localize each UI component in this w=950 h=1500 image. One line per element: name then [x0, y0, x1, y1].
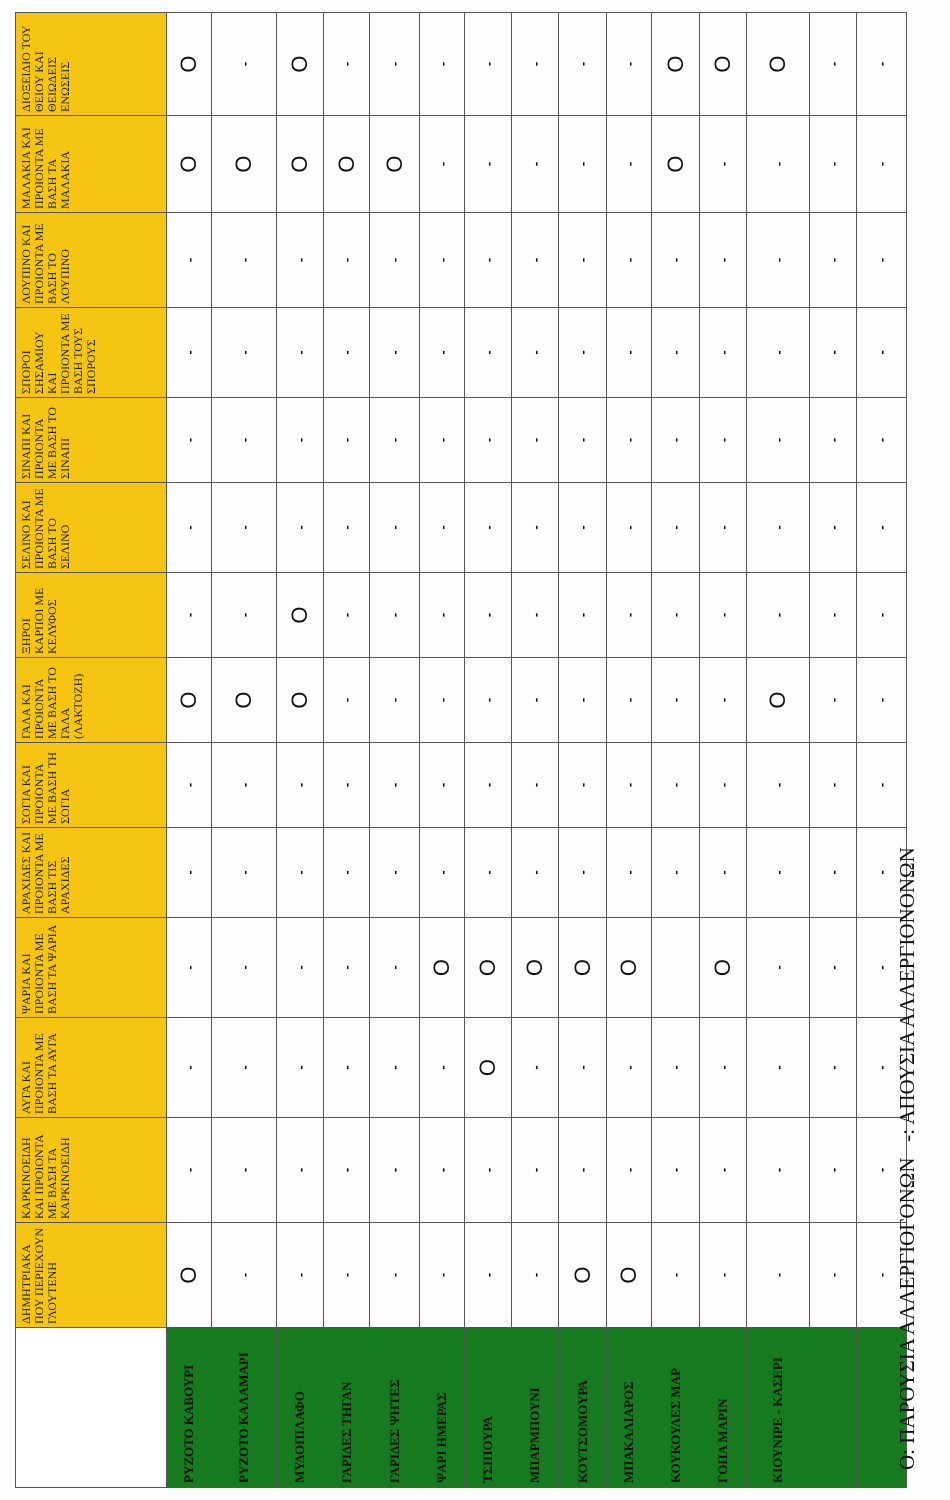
allergen-present-mark: O: [465, 918, 512, 1018]
allergen-absent-mark: -: [370, 13, 420, 116]
allergen-header: ΛΟΥΠΙΝΟ ΚΑΙ ΠΡΟΙΟΝΤΑ ΜΕ ΒΑΣΗ ΤΟ ΛΟΥΠΙΝΟ: [16, 213, 167, 308]
allergen-absent-mark: -: [512, 658, 559, 743]
allergen-absent-mark: -: [810, 743, 857, 828]
allergen-absent-mark: -: [370, 398, 420, 483]
allergen-absent-mark: -: [810, 828, 857, 918]
allergen-absent-mark: -: [420, 13, 465, 116]
allergen-absent-mark: -: [167, 213, 212, 308]
allergen-absent-mark: -: [857, 918, 907, 1018]
dish-name: ΡΥΖΟΤΟ ΚΑΒΟΥΡΙ: [167, 1328, 212, 1488]
allergen-absent-mark: -: [857, 116, 907, 213]
allergen-absent-mark: -: [167, 573, 212, 658]
allergen-absent-mark: -: [559, 743, 607, 828]
allergen-absent-mark: -: [324, 398, 370, 483]
allergen-absent-mark: -: [700, 828, 747, 918]
allergen-absent-mark: -: [370, 1223, 420, 1328]
allergen-present-mark: O: [420, 918, 465, 1018]
allergen-absent-mark: -: [700, 116, 747, 213]
allergen-absent-mark: -: [167, 828, 212, 918]
allergen-absent-mark: -: [277, 1018, 324, 1118]
allergen-absent-mark: -: [747, 1223, 810, 1328]
allergen-header: ΔΗΜΗΤΡΙΑΚΑ ΠΟΥ ΠΕΡΙΕΧΟΥΝ ΓΛΟΥΤΕΝΗ: [16, 1223, 167, 1328]
allergen-header: ΑΡΑΧΙΔΕΣ ΚΑΙ ΠΡΟΙΟΝΤΑ ΜΕ ΒΑΣΗ ΤΙΣ ΑΡΑΧΙΔΕΣ: [16, 828, 167, 918]
allergen-absent-mark: -: [465, 743, 512, 828]
empty-cell: [652, 918, 700, 1018]
dish-name: ΓΑΡΙΔΕΣ ΤΗΓΑΝ: [324, 1328, 370, 1488]
table-row: [607, 13, 652, 1488]
allergen-absent-mark: -: [465, 483, 512, 573]
allergen-absent-mark: -: [700, 1223, 747, 1328]
allergen-present-mark: O: [512, 918, 559, 1018]
allergen-absent-mark: -: [420, 743, 465, 828]
allergen-absent-mark: -: [512, 573, 559, 658]
allergen-absent-mark: -: [559, 828, 607, 918]
allergen-absent-mark: -: [559, 116, 607, 213]
table-row: [420, 13, 465, 1488]
allergen-absent-mark: -: [652, 743, 700, 828]
allergen-absent-mark: -: [465, 213, 512, 308]
dish-name: ΜΠΑΡΜΠΟΥΝΙ: [512, 1328, 559, 1488]
allergen-absent-mark: -: [465, 828, 512, 918]
allergen-absent-mark: -: [212, 483, 277, 573]
allergen-absent-mark: -: [167, 743, 212, 828]
allergen-absent-mark: -: [607, 13, 652, 116]
allergen-absent-mark: -: [512, 213, 559, 308]
allergen-header: ΔΙΟΞΕΙΔΙΟ ΤΟΥ ΘΕΙΟΥ ΚΑΙ ΘΕΙΩΔΕΙΣ ΕΝΩΣΕΙΣ: [16, 13, 167, 116]
allergen-absent-mark: -: [370, 918, 420, 1018]
allergen-absent-mark: -: [324, 1118, 370, 1223]
table-row: [652, 13, 700, 1488]
allergen-present-mark: O: [652, 13, 700, 116]
allergen-absent-mark: -: [810, 398, 857, 483]
allergen-absent-mark: -: [324, 483, 370, 573]
allergen-absent-mark: -: [559, 213, 607, 308]
table-row: [324, 13, 370, 1488]
allergen-absent-mark: -: [857, 483, 907, 573]
allergen-absent-mark: -: [607, 658, 652, 743]
table-row: [277, 13, 324, 1488]
dish-name: ΡΥΖΟΤΟ ΚΑΛΑΜΑΡΙ: [212, 1328, 277, 1488]
allergen-absent-mark: -: [465, 398, 512, 483]
allergen-present-mark: O: [167, 658, 212, 743]
allergen-table: [15, 12, 907, 1488]
allergen-absent-mark: -: [607, 1018, 652, 1118]
allergen-absent-mark: -: [420, 1118, 465, 1223]
allergen-absent-mark: -: [277, 743, 324, 828]
allergen-header: ΣΙΝΑΠΙ ΚΑΙ ΠΡΟΙΟΝΤΑ ΜΕ ΒΑΣΗ ΤΟ ΣΙΝΑΠΙ: [16, 398, 167, 483]
allergen-present-mark: O: [747, 13, 810, 116]
table-row: [370, 13, 420, 1488]
allergen-absent-mark: -: [370, 483, 420, 573]
allergen-present-mark: O: [652, 116, 700, 213]
allergen-absent-mark: -: [857, 13, 907, 116]
allergen-absent-mark: -: [857, 743, 907, 828]
table-row: [747, 13, 810, 1488]
allergen-absent-mark: -: [420, 483, 465, 573]
allergen-absent-mark: -: [652, 1118, 700, 1223]
allergen-absent-mark: -: [370, 573, 420, 658]
allergen-absent-mark: -: [607, 116, 652, 213]
allergen-header: ΣΠΟΡΟΙ ΣΗΣΑΜΙΟΥ ΚΑΙ ΠΡΟΙΟΝΤΑ ΜΕ ΒΑΣΗ ΤΟΥΣ ΣΠΟΡΟΥΣ: [16, 308, 167, 398]
allergen-absent-mark: -: [652, 658, 700, 743]
allergen-absent-mark: -: [747, 1018, 810, 1118]
allergen-absent-mark: -: [324, 743, 370, 828]
allergen-absent-mark: -: [857, 1118, 907, 1223]
allergen-absent-mark: -: [810, 116, 857, 213]
allergen-absent-mark: -: [212, 573, 277, 658]
allergen-absent-mark: -: [652, 1018, 700, 1118]
allergen-absent-mark: -: [747, 828, 810, 918]
allergen-present-mark: O: [370, 116, 420, 213]
allergen-absent-mark: -: [607, 213, 652, 308]
allergen-absent-mark: -: [652, 308, 700, 398]
allergen-absent-mark: -: [747, 573, 810, 658]
allergen-absent-mark: -: [277, 398, 324, 483]
allergen-absent-mark: -: [212, 1018, 277, 1118]
allergen-absent-mark: -: [857, 828, 907, 918]
allergen-absent-mark: -: [167, 1018, 212, 1118]
dish-name: ΨΑΡΙ ΗΜΕΡΑΣ: [420, 1328, 465, 1488]
allergen-absent-mark: -: [167, 483, 212, 573]
allergen-absent-mark: -: [512, 1223, 559, 1328]
dish-name: ΚΟΥΤΣΟΜΟΥΡΑ: [559, 1328, 607, 1488]
allergen-absent-mark: -: [277, 483, 324, 573]
allergen-absent-mark: -: [607, 573, 652, 658]
allergen-absent-mark: -: [465, 308, 512, 398]
allergen-absent-mark: -: [700, 1018, 747, 1118]
allergen-present-mark: O: [559, 918, 607, 1018]
allergen-present-mark: O: [212, 116, 277, 213]
allergen-absent-mark: -: [747, 743, 810, 828]
allergen-absent-mark: -: [277, 213, 324, 308]
table-row: [167, 13, 212, 1488]
allergen-absent-mark: -: [420, 398, 465, 483]
dish-name: ΓΟΠΑ ΜΑΡΙΝ: [700, 1328, 747, 1488]
allergen-present-mark: O: [607, 1223, 652, 1328]
table-row: [212, 13, 277, 1488]
allergen-absent-mark: -: [607, 398, 652, 483]
allergen-absent-mark: -: [465, 13, 512, 116]
allergen-header: ΞΗΡΟΙ ΚΑΡΠΟΙ ΜΕ ΚΕΛΥΦΟΣ: [16, 573, 167, 658]
allergen-absent-mark: -: [212, 398, 277, 483]
allergen-absent-mark: -: [559, 1118, 607, 1223]
allergen-absent-mark: -: [512, 828, 559, 918]
allergen-absent-mark: -: [465, 1223, 512, 1328]
allergen-absent-mark: -: [652, 1223, 700, 1328]
allergen-absent-mark: -: [857, 1223, 907, 1328]
allergen-present-mark: O: [167, 13, 212, 116]
allergen-absent-mark: -: [277, 308, 324, 398]
allergen-present-mark: O: [324, 116, 370, 213]
allergen-present-mark: O: [277, 573, 324, 658]
allergen-absent-mark: -: [559, 658, 607, 743]
allergen-absent-mark: -: [212, 918, 277, 1018]
allergen-absent-mark: -: [370, 743, 420, 828]
allergen-absent-mark: -: [370, 828, 420, 918]
allergen-absent-mark: -: [607, 743, 652, 828]
allergen-absent-mark: -: [810, 658, 857, 743]
dish-name: ΜΥΔΟΠΙΛΑΦΟ: [277, 1328, 324, 1488]
allergen-absent-mark: -: [324, 1018, 370, 1118]
allergen-absent-mark: -: [465, 1118, 512, 1223]
allergen-absent-mark: -: [700, 573, 747, 658]
allergen-absent-mark: -: [212, 1223, 277, 1328]
allergen-absent-mark: -: [370, 308, 420, 398]
allergen-absent-mark: -: [857, 1018, 907, 1118]
allergen-absent-mark: -: [857, 658, 907, 743]
allergen-absent-mark: -: [747, 308, 810, 398]
allergen-absent-mark: -: [810, 918, 857, 1018]
corner-cell: [16, 1328, 167, 1488]
allergen-absent-mark: -: [810, 213, 857, 308]
allergen-absent-mark: -: [747, 398, 810, 483]
allergen-absent-mark: -: [810, 1018, 857, 1118]
allergen-present-mark: O: [277, 116, 324, 213]
allergen-absent-mark: -: [652, 828, 700, 918]
allergen-absent-mark: -: [512, 398, 559, 483]
allergen-absent-mark: -: [420, 828, 465, 918]
allergen-absent-mark: -: [465, 658, 512, 743]
allergen-absent-mark: -: [324, 213, 370, 308]
allergen-absent-mark: -: [420, 573, 465, 658]
allergen-absent-mark: -: [465, 573, 512, 658]
allergen-absent-mark: -: [167, 918, 212, 1018]
allergen-absent-mark: -: [324, 13, 370, 116]
allergen-absent-mark: -: [747, 1118, 810, 1223]
allergen-absent-mark: -: [700, 1118, 747, 1223]
allergen-absent-mark: -: [420, 658, 465, 743]
allergen-present-mark: O: [167, 1223, 212, 1328]
allergen-absent-mark: -: [512, 13, 559, 116]
allergen-absent-mark: -: [747, 116, 810, 213]
allergen-absent-mark: -: [700, 398, 747, 483]
allergen-absent-mark: -: [512, 116, 559, 213]
allergen-absent-mark: -: [652, 398, 700, 483]
allergen-absent-mark: -: [559, 573, 607, 658]
allergen-absent-mark: -: [700, 308, 747, 398]
dish-name: ΤΣΙΠΟΥΡΑ: [465, 1328, 512, 1488]
allergen-absent-mark: -: [652, 483, 700, 573]
allergen-absent-mark: -: [277, 1118, 324, 1223]
allergen-present-mark: O: [747, 658, 810, 743]
header-row: [16, 13, 167, 1488]
allergen-absent-mark: -: [324, 573, 370, 658]
allergen-present-mark: O: [277, 658, 324, 743]
allergen-absent-mark: -: [810, 1118, 857, 1223]
allergen-absent-mark: -: [212, 743, 277, 828]
allergen-absent-mark: -: [607, 308, 652, 398]
table-row: [810, 13, 857, 1488]
allergen-absent-mark: -: [420, 308, 465, 398]
allergen-absent-mark: -: [212, 308, 277, 398]
allergen-absent-mark: -: [810, 573, 857, 658]
allergen-absent-mark: -: [810, 483, 857, 573]
allergen-absent-mark: -: [700, 658, 747, 743]
allergen-header: ΣΟΓΙΑ ΚΑΙ ΠΡΟΙΟΝΤΑ ΜΕ ΒΑΣΗ ΤΗ ΣΟΓΙΑ: [16, 743, 167, 828]
allergen-absent-mark: -: [512, 483, 559, 573]
allergen-header: ΑΥΓΑ ΚΑΙ ΠΡΟΙΟΝΤΑ ΜΕ ΒΑΣΗ ΤΑ ΑΥΓΑ: [16, 1018, 167, 1118]
allergen-absent-mark: -: [512, 1118, 559, 1223]
allergen-absent-mark: -: [810, 308, 857, 398]
allergen-absent-mark: -: [167, 398, 212, 483]
allergen-absent-mark: -: [700, 483, 747, 573]
allergen-present-mark: O: [212, 658, 277, 743]
legend: Ο: ΠΑΡΟΥΣΙΑ ΑΛΛΕΡΓΙΟΓΟΝΩΝ -: ΑΠΟΥΣΙΑ ΑΛΛΕΡΓΙΟΝΟΝΩΝ: [895, 847, 919, 1470]
allergen-absent-mark: -: [857, 398, 907, 483]
table-row: [700, 13, 747, 1488]
allergen-absent-mark: -: [607, 483, 652, 573]
allergen-absent-mark: -: [559, 483, 607, 573]
dish-name: [810, 1328, 857, 1488]
allergen-absent-mark: -: [700, 743, 747, 828]
dish-name: ΚΙΟΥΝΙΡΕ - ΚΑΣΕΡΙ: [747, 1328, 810, 1488]
allergen-absent-mark: -: [810, 13, 857, 116]
allergen-absent-mark: -: [370, 1018, 420, 1118]
allergen-present-mark: O: [167, 116, 212, 213]
allergen-header: ΜΑΛΑΚΙΑ ΚΑΙ ΠΡΟΙΟΝΤΑ ΜΕ ΒΑΣΗ ΤΑ ΜΑΛΑΚΙΑ: [16, 116, 167, 213]
allergen-absent-mark: -: [652, 573, 700, 658]
dish-name: ΓΑΡΙΔΕΣ ΨΗΤΕΣ: [370, 1328, 420, 1488]
allergen-absent-mark: -: [420, 1018, 465, 1118]
allergen-present-mark: O: [559, 1223, 607, 1328]
allergen-absent-mark: -: [212, 828, 277, 918]
dish-name: ΜΠΑΚΑΛΙΑΡΟΣ: [607, 1328, 652, 1488]
dish-name: ΚΟΥΚΟΥΛΕΣ ΜΑΡ: [652, 1328, 700, 1488]
allergen-absent-mark: -: [420, 1223, 465, 1328]
allergen-absent-mark: -: [370, 1118, 420, 1223]
table-row: [465, 13, 512, 1488]
allergen-absent-mark: -: [277, 1223, 324, 1328]
allergen-absent-mark: -: [212, 1118, 277, 1223]
allergen-absent-mark: -: [700, 213, 747, 308]
allergen-absent-mark: -: [857, 573, 907, 658]
allergen-absent-mark: -: [559, 1018, 607, 1118]
allergen-absent-mark: -: [607, 828, 652, 918]
allergen-absent-mark: -: [559, 308, 607, 398]
allergen-absent-mark: -: [512, 308, 559, 398]
allergen-absent-mark: -: [277, 828, 324, 918]
allergen-absent-mark: -: [512, 1018, 559, 1118]
allergen-absent-mark: -: [607, 1118, 652, 1223]
allergen-present-mark: O: [607, 918, 652, 1018]
allergen-absent-mark: -: [324, 828, 370, 918]
allergen-absent-mark: -: [465, 116, 512, 213]
allergen-absent-mark: -: [512, 743, 559, 828]
allergen-absent-mark: -: [324, 1223, 370, 1328]
allergen-absent-mark: -: [212, 13, 277, 116]
allergen-absent-mark: -: [857, 213, 907, 308]
table-row: [512, 13, 559, 1488]
allergen-present-mark: O: [700, 918, 747, 1018]
allergen-header: ΨΑΡΙΑ ΚΑΙ ΠΡΟΙΟΝΤΑ ΜΕ ΒΑΣΗ ΤΑ ΨΑΡΙΑ: [16, 918, 167, 1018]
allergen-absent-mark: -: [370, 213, 420, 308]
allergen-absent-mark: -: [167, 1118, 212, 1223]
allergen-absent-mark: -: [420, 213, 465, 308]
allergen-absent-mark: -: [747, 213, 810, 308]
allergen-absent-mark: -: [324, 918, 370, 1018]
allergen-absent-mark: -: [420, 116, 465, 213]
allergen-header: ΓΑΛΑ ΚΑΙ ΠΡΟΙΟΝΤΑ ΜΕ ΒΑΣΗ ΤΟ ΓΑΛΑ (ΛΑΚΤΟΖΗ): [16, 658, 167, 743]
allergen-absent-mark: -: [747, 918, 810, 1018]
allergen-absent-mark: -: [212, 213, 277, 308]
allergen-absent-mark: -: [167, 308, 212, 398]
allergen-absent-mark: -: [559, 13, 607, 116]
allergen-header: ΣΕΛΙΝΟ ΚΑΙ ΠΡΟΙΟΝΤΑ ΜΕ ΒΑΣΗ ΤΟ ΣΕΛΙΝΟ: [16, 483, 167, 573]
allergen-absent-mark: -: [652, 213, 700, 308]
allergen-absent-mark: -: [747, 483, 810, 573]
allergen-header: ΚΑΡΚΙΝΟΕΙΔΗ ΚΑΙ ΠΡΟΙΟΝΤΑ ΜΕ ΒΑΣΗ ΤΑ ΚΑΡΚΙΝΟΕΙΔΗ: [16, 1118, 167, 1223]
table-row: [559, 13, 607, 1488]
allergen-absent-mark: -: [370, 658, 420, 743]
allergen-absent-mark: -: [324, 658, 370, 743]
allergen-present-mark: O: [277, 13, 324, 116]
allergen-absent-mark: -: [810, 1223, 857, 1328]
allergen-present-mark: O: [465, 1018, 512, 1118]
allergen-absent-mark: -: [277, 918, 324, 1018]
allergen-absent-mark: -: [324, 308, 370, 398]
allergen-present-mark: O: [700, 13, 747, 116]
allergen-absent-mark: -: [559, 398, 607, 483]
allergen-absent-mark: -: [857, 308, 907, 398]
